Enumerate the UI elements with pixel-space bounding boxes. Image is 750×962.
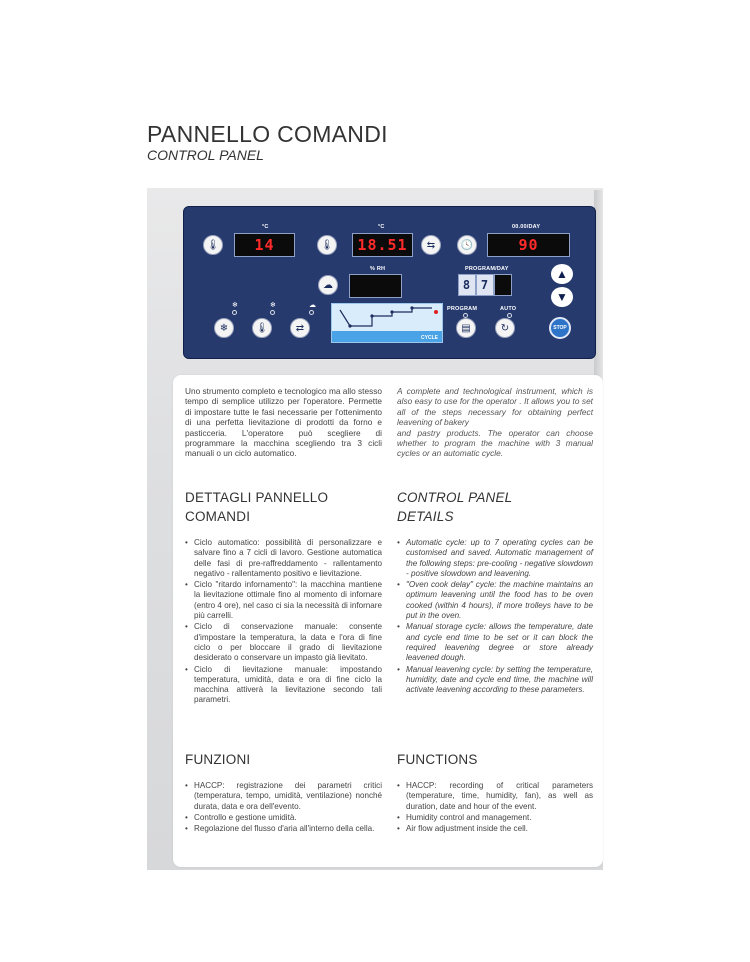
list-item: • Ciclo di lievitazione manuale: impostando temperatura, umidità, data e ora di fine ciclo la macchina attiverà la lievitazione secondo tali parametri.	[185, 665, 382, 706]
details-list-en	[397, 538, 593, 696]
cycle-curve	[332, 304, 442, 331]
snowflake-icon: ❄	[270, 302, 276, 309]
list-item: • Ciclo "ritardo infornamento": la macchina mantiene la lievitazione ottimale fino al momento di infornare (entro 4 ore), nel caso ci sia la necessità di infornare più carrelli.	[185, 580, 382, 621]
intro-text-en-2: and pastry products. The operator can choose whether to program the machine with 3 manual cycles or an automatic cycle.	[397, 427, 593, 459]
cycle-graph	[331, 303, 443, 343]
intro-text-it: Uno strumento completo e tecnologico ma allo stesso tempo di semplice utilizzo per l'operatore. Permette di impostare tutte le fasi necessarie per l'ottenimento di una perfetta lievitazione di prodotti da forno e pasticceria. L'operatore può scegliere di programmare la macchina scegliendo tra 3 cicli manuali o un ciclo automatico.	[185, 386, 382, 459]
functions-heading-en: FUNCTIONS	[397, 752, 478, 767]
details-list-it	[185, 538, 382, 707]
led-indicator	[309, 310, 314, 315]
thermometer-icon: 🌡	[206, 239, 220, 251]
list-item: • Manual storage cycle: allows the temperature, date and cycle end time to be set or it can block the required leavening degree or store already leavened dough.	[397, 622, 593, 663]
humidity-button[interactable]	[318, 275, 338, 295]
stop-label: STOP	[553, 325, 567, 331]
book-icon: ▤	[461, 322, 471, 334]
thermometer-icon: 🌡	[320, 239, 334, 251]
arrow-up-icon: ▲	[556, 267, 568, 281]
delay-cycle-button[interactable]	[252, 318, 272, 338]
intro-text-en-1: A complete and technological instrument, which is also easy to use for the operator . It allows you to set all of the steps necessary for obtaining perfect leavening of bakery	[397, 386, 593, 428]
datetime-display: 90	[487, 233, 570, 257]
day-display: 7	[476, 274, 494, 296]
list-item: • Regolazione del flusso d'aria all'interno della cella.	[185, 824, 382, 834]
intro-text-en	[397, 386, 593, 459]
functions-heading-it: FUNZIONI	[185, 752, 251, 767]
auto-label: AUTO	[500, 306, 517, 312]
up-arrow-button[interactable]	[551, 264, 573, 284]
clock-icon: 🕓	[460, 239, 474, 251]
list-item: • Manual leavening cycle: by setting the temperature, humidity, date and cycle end time, the machine will activate leavening according to these parameters.	[397, 665, 593, 696]
program-button[interactable]	[456, 318, 476, 338]
clock-button[interactable]	[457, 235, 477, 255]
humidity-unit-label: % RH	[370, 266, 386, 272]
storage-cycle-button[interactable]	[214, 318, 234, 338]
cloud-rain-icon: ☁	[323, 279, 333, 291]
led-indicator	[507, 313, 512, 318]
list-item: • Air flow adjustment inside the cell.	[397, 824, 593, 834]
list-item: • Ciclo automatico: possibilità di personalizzare e salvare fino a 7 cicli di lavoro. Gestione automatica delle fasi di pre-raffreddamento - rallentamento negativo - rallentamento positivo e lievitazione.	[185, 538, 382, 579]
list-item: • Automatic cycle: up to 7 operating cycles can be customised and saved. Automatic management of the following steps: pre-cooling - negative slowdown - positive slowdown and leavening.	[397, 538, 593, 579]
cloud-icon: ☁	[309, 302, 316, 309]
program-display: 8	[458, 274, 476, 296]
led-indicator	[270, 310, 275, 315]
temperature-display-1: 14	[234, 233, 295, 257]
arrow-down-icon: ▼	[556, 290, 568, 304]
refresh-icon: ↻	[500, 322, 510, 334]
details-heading-en: CONTROL PANEL DETAILS	[397, 490, 513, 524]
down-arrow-button[interactable]	[551, 287, 573, 307]
stop-button[interactable]	[549, 317, 571, 339]
temp-unit-label-2: °C	[378, 224, 385, 230]
auto-button[interactable]	[495, 318, 515, 338]
thermometer-button[interactable]	[203, 235, 223, 255]
list-item: • HACCP: registrazione dei parametri critici (temperatura, tempo, umidità, ventilazione) nonché durata, data e ora dell'evento.	[185, 781, 382, 812]
list-item: • Humidity control and management.	[397, 813, 593, 823]
page-title: PANNELLO COMANDI	[147, 121, 388, 147]
humidity-display	[349, 274, 402, 298]
functions-list-it	[185, 781, 382, 835]
details-heading-it: DETTAGLI PANNELLO COMANDI	[185, 490, 329, 524]
temp-cycle-icon: 🌡	[255, 322, 269, 334]
program-day-label: PROGRAM/DAY	[465, 266, 509, 272]
led-indicator	[232, 310, 237, 315]
core-probe-button[interactable]	[317, 235, 337, 255]
list-item: • Ciclo di conservazione manuale: consente d'impostare la temperatura, la data e l'ora di fine ciclo o per bloccare il grado di lievitazione desiderato o conservare un impasto già lievitato.	[185, 622, 382, 663]
snowflake-temp-icon: ❄	[219, 322, 229, 334]
list-item: • HACCP: recording of critical parameters (temperature, time, humidity, fan), as well as duration, date and hour of the event.	[397, 781, 593, 812]
list-item: • Controllo e gestione umidità.	[185, 813, 382, 823]
datetime-unit-label: 00.00/DAY	[512, 224, 541, 230]
day-display-2	[494, 274, 512, 296]
functions-list-en	[397, 781, 593, 835]
page-subtitle: CONTROL PANEL	[147, 147, 264, 163]
snowflake-icon: ❄	[232, 302, 238, 309]
probe-toggle-button[interactable]	[421, 235, 441, 255]
probe-arrow-icon: ⇆	[426, 239, 436, 251]
temperature-display-2: 18.51	[352, 233, 413, 257]
leavening-cycle-button[interactable]	[290, 318, 310, 338]
program-label: PROGRAM	[447, 306, 478, 312]
cycle-label: CYCLE	[421, 335, 438, 341]
cloud-arrow-icon: ⇄	[295, 322, 305, 334]
temp-unit-label-1: °C	[262, 224, 269, 230]
list-item: • "Oven cook delay" cycle: the machine maintains an optimum leavening until the food has to be oven cooked (within 4 hours), if more trolleys have to be put in the oven.	[397, 580, 593, 621]
